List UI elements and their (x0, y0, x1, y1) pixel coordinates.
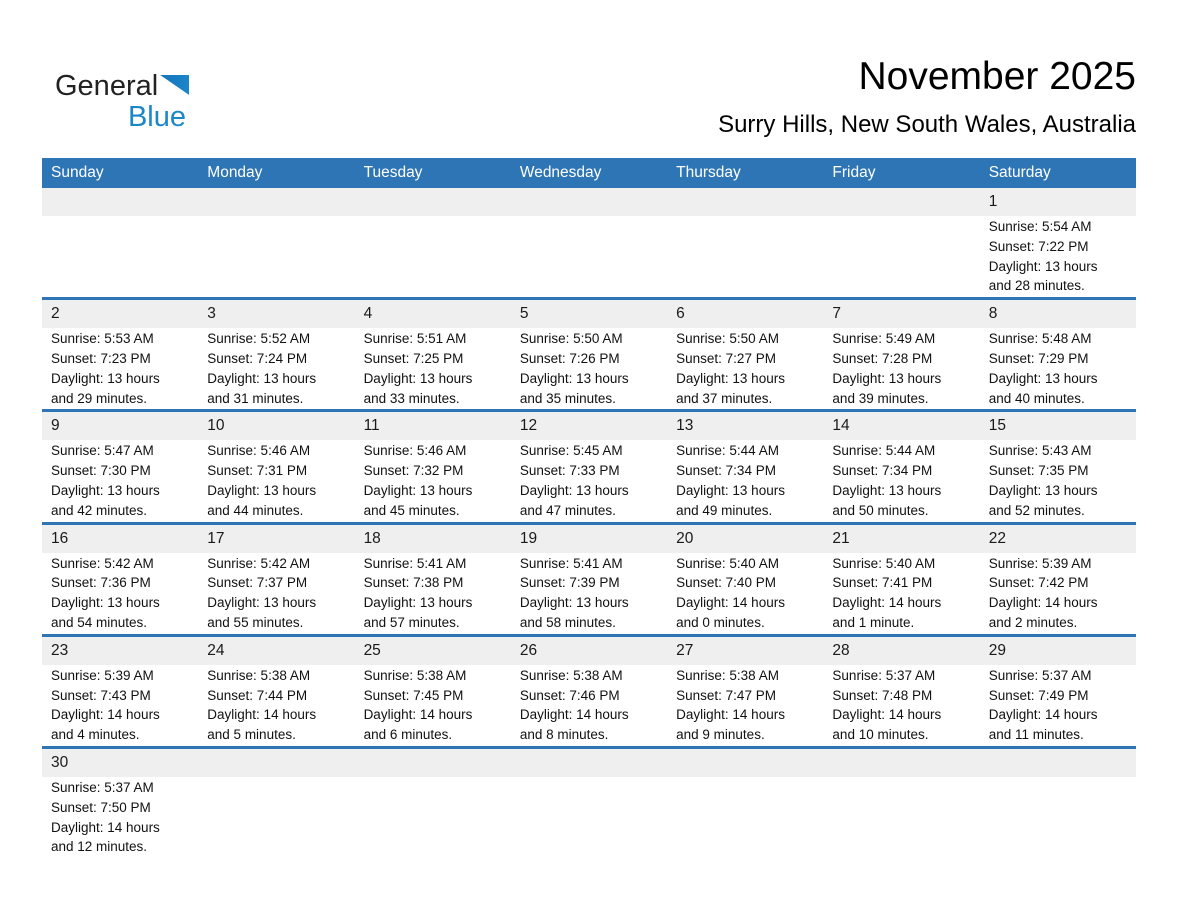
sunrise-text: Sunrise: 5:40 AM (832, 555, 936, 571)
sunset-text: Sunset: 7:28 PM (832, 350, 933, 366)
daylight-text-line1: Daylight: 13 hours (519, 370, 629, 386)
empty-cell (355, 216, 511, 296)
daylight-text-line1: Daylight: 14 hours (207, 707, 317, 723)
sunrise-text: Sunrise: 5:38 AM (519, 667, 623, 683)
daylight-text-line2: and 40 minutes. (988, 390, 1085, 406)
daylight-text-line1: Daylight: 13 hours (988, 482, 1098, 498)
date-strip (42, 525, 1136, 553)
empty-cell (198, 777, 354, 857)
sunrise-text: Sunrise: 5:38 AM (676, 667, 779, 683)
day-cell-7 (823, 328, 979, 408)
date-number-1: 1 (988, 193, 998, 210)
daylight-text-line1: Daylight: 13 hours (676, 370, 785, 386)
sunset-text: Sunset: 7:24 PM (207, 350, 308, 366)
day-cell-25 (355, 665, 511, 745)
day-cell-29 (980, 665, 1136, 745)
date-number-5: 5 (519, 305, 529, 323)
day-cell-11 (355, 440, 511, 520)
day-cell-17 (198, 553, 354, 633)
date-number-10: 10 (207, 417, 225, 435)
sunset-text: Sunset: 7:23 PM (51, 350, 151, 366)
empty-cell (511, 216, 667, 296)
sunrise-text: Sunrise: 5:38 AM (207, 667, 311, 683)
date-number-28: 28 (832, 641, 850, 659)
day-cell-3 (198, 328, 354, 408)
empty-cell (511, 777, 667, 857)
daylight-text-line1: Daylight: 13 hours (363, 482, 473, 498)
sunset-text: Sunset: 7:46 PM (519, 687, 620, 703)
logo-general-label: General (55, 70, 159, 102)
sunset-text: Sunset: 7:38 PM (363, 575, 464, 591)
daylight-text-line2: and 37 minutes. (676, 390, 773, 406)
sunrise-text: Sunrise: 5:51 AM (363, 331, 467, 347)
sunrise-text: Sunrise: 5:38 AM (363, 667, 467, 683)
day-cell-24 (198, 665, 354, 745)
header-titles (718, 57, 1136, 138)
daylight-text-line2: and 11 minutes. (988, 727, 1084, 743)
sunrise-text: Sunrise: 5:53 AM (51, 331, 154, 347)
empty-cell (198, 216, 354, 296)
daylight-text-line1: Daylight: 14 hours (363, 707, 473, 723)
day-cell-13 (667, 440, 823, 520)
date-strip (42, 749, 1136, 777)
week-body (42, 216, 1136, 297)
empty-cell (667, 216, 823, 296)
sunrise-text: Sunrise: 5:37 AM (832, 667, 936, 683)
sunrise-text: Sunrise: 5:37 AM (51, 779, 154, 795)
sunrise-text: Sunrise: 5:42 AM (51, 555, 154, 571)
sunset-text: Sunset: 7:50 PM (51, 799, 151, 815)
day-cell-10 (198, 440, 354, 520)
day-cell-8 (980, 328, 1136, 408)
logo-general-text (55, 72, 186, 101)
day-cell-21 (823, 553, 979, 633)
sunrise-text: Sunrise: 5:37 AM (988, 667, 1092, 683)
daylight-text-line2: and 58 minutes. (519, 614, 616, 630)
weekday-header-row (42, 158, 1136, 188)
sunrise-text: Sunrise: 5:52 AM (207, 331, 311, 347)
sunset-text: Sunset: 7:33 PM (519, 463, 620, 479)
daylight-text-line1: Daylight: 13 hours (51, 482, 160, 498)
daylight-text-line1: Daylight: 13 hours (832, 482, 942, 498)
sunrise-text: Sunrise: 5:39 AM (988, 555, 1092, 571)
daylight-text-line1: Daylight: 13 hours (207, 370, 317, 386)
daylight-text-line2: and 5 minutes. (207, 727, 296, 743)
daylight-text-line2: and 8 minutes. (519, 727, 609, 743)
day-cell-2 (42, 328, 198, 408)
daylight-text-line1: Daylight: 14 hours (988, 707, 1098, 723)
day-cell-26 (511, 665, 667, 745)
sunset-text: Sunset: 7:26 PM (519, 350, 620, 366)
day-cell-28 (823, 665, 979, 745)
day-cell-19 (511, 553, 667, 633)
sunrise-text: Sunrise: 5:42 AM (207, 555, 311, 571)
week-row-4 (42, 525, 1136, 637)
sunset-text: Sunset: 7:48 PM (832, 687, 933, 703)
weekday-header-thursday: Thursday (676, 164, 741, 181)
date-number-19: 19 (519, 529, 538, 547)
calendar-weeks (42, 188, 1136, 858)
sunset-text: Sunset: 7:47 PM (676, 687, 776, 703)
week-row-2 (42, 300, 1136, 412)
daylight-text-line2: and 29 minutes. (51, 390, 148, 406)
day-cell-16 (42, 553, 198, 633)
daylight-text-line1: Daylight: 14 hours (832, 595, 942, 611)
empty-cell (980, 777, 1136, 857)
sunset-text: Sunset: 7:39 PM (519, 575, 620, 591)
sunrise-text: Sunrise: 5:47 AM (51, 443, 154, 459)
date-number-6: 6 (676, 305, 685, 323)
logo (55, 72, 186, 132)
daylight-text-line2: and 35 minutes. (519, 390, 616, 406)
daylight-text-line2: and 9 minutes. (676, 727, 765, 743)
date-strip (42, 412, 1136, 440)
week-row-6 (42, 749, 1136, 858)
weekday-header-wednesday: Wednesday (519, 164, 602, 181)
sunrise-text: Sunrise: 5:44 AM (676, 443, 779, 459)
date-number-23: 23 (51, 641, 69, 659)
sunrise-text: Sunrise: 5:49 AM (832, 331, 936, 347)
daylight-text-line1: Daylight: 13 hours (207, 482, 317, 498)
week-body (42, 553, 1136, 634)
daylight-text-line1: Daylight: 13 hours (51, 595, 160, 611)
date-number-12: 12 (519, 417, 538, 435)
daylight-text-line1: Daylight: 14 hours (676, 707, 785, 723)
week-row-3 (42, 412, 1136, 524)
daylight-text-line2: and 4 minutes. (51, 727, 140, 743)
sunrise-text: Sunrise: 5:50 AM (519, 331, 623, 347)
day-cell-4 (355, 328, 511, 408)
sunset-text: Sunset: 7:45 PM (363, 687, 464, 703)
sunrise-text: Sunrise: 5:48 AM (988, 331, 1092, 347)
date-number-3: 3 (207, 305, 216, 323)
daylight-text-line2: and 47 minutes. (519, 502, 616, 518)
sunset-text: Sunset: 7:43 PM (51, 687, 151, 703)
date-number-29: 29 (988, 641, 1006, 659)
daylight-text-line1: Daylight: 13 hours (363, 370, 473, 386)
day-cell-27 (667, 665, 823, 745)
sunrise-text: Sunrise: 5:46 AM (207, 443, 311, 459)
date-number-18: 18 (363, 529, 381, 547)
daylight-text-line2: and 1 minute. (832, 614, 915, 630)
sunset-text: Sunset: 7:30 PM (51, 463, 151, 479)
sunset-text: Sunset: 7:41 PM (832, 575, 933, 591)
date-number-13: 13 (676, 417, 694, 435)
sunset-text: Sunset: 7:36 PM (51, 575, 151, 591)
sunrise-text: Sunrise: 5:46 AM (363, 443, 467, 459)
weekday-header-tuesday: Tuesday (363, 164, 423, 181)
daylight-text-line2: and 49 minutes. (676, 502, 773, 518)
sunrise-text: Sunrise: 5:50 AM (676, 331, 779, 347)
daylight-text-line1: Daylight: 13 hours (988, 258, 1098, 274)
sunrise-text: Sunrise: 5:43 AM (988, 443, 1092, 459)
daylight-text-line1: Daylight: 13 hours (51, 370, 160, 386)
sunset-text: Sunset: 7:29 PM (988, 350, 1089, 366)
sunset-text: Sunset: 7:27 PM (676, 350, 776, 366)
week-row-1 (42, 188, 1136, 300)
empty-cell (667, 777, 823, 857)
sunset-text: Sunset: 7:31 PM (207, 463, 308, 479)
daylight-text-line2: and 0 minutes. (676, 614, 765, 630)
sunset-text: Sunset: 7:25 PM (363, 350, 464, 366)
day-cell-23 (42, 665, 198, 745)
date-number-2: 2 (51, 305, 60, 323)
daylight-text-line1: Daylight: 13 hours (519, 595, 629, 611)
day-cell-22 (980, 553, 1136, 633)
date-number-15: 15 (988, 417, 1006, 435)
sunrise-text: Sunrise: 5:45 AM (519, 443, 623, 459)
sunrise-text: Sunrise: 5:54 AM (988, 219, 1092, 234)
date-strip (42, 637, 1136, 665)
daylight-text-line2: and 39 minutes. (832, 390, 929, 406)
calendar (42, 158, 1136, 858)
daylight-text-line1: Daylight: 13 hours (207, 595, 317, 611)
daylight-text-line1: Daylight: 14 hours (676, 595, 785, 611)
sunset-text: Sunset: 7:37 PM (207, 575, 308, 591)
week-body (42, 440, 1136, 521)
daylight-text-line1: Daylight: 13 hours (363, 595, 473, 611)
daylight-text-line2: and 45 minutes. (363, 502, 460, 518)
day-cell-9 (42, 440, 198, 520)
sunset-text: Sunset: 7:42 PM (988, 575, 1089, 591)
daylight-text-line2: and 10 minutes. (832, 727, 929, 743)
daylight-text-line2: and 54 minutes. (51, 614, 148, 630)
date-number-27: 27 (676, 641, 694, 659)
weekday-header-sunday: Sunday (51, 164, 104, 181)
daylight-text-line2: and 2 minutes. (988, 614, 1078, 630)
day-cell-20 (667, 553, 823, 633)
weekday-header-saturday: Saturday (988, 164, 1051, 181)
week-body (42, 777, 1136, 858)
day-cell-30 (42, 777, 198, 857)
sunset-text: Sunset: 7:35 PM (988, 463, 1089, 479)
date-number-9: 9 (51, 417, 60, 435)
daylight-text-line1: Daylight: 13 hours (676, 482, 785, 498)
page-subtitle: Surry Hills, New South Wales, Australia (718, 110, 1136, 138)
daylight-text-line1: Daylight: 14 hours (988, 595, 1098, 611)
sunset-text: Sunset: 7:34 PM (676, 463, 776, 479)
sunset-text: Sunset: 7:40 PM (676, 575, 776, 591)
day-cell-15 (980, 440, 1136, 520)
daylight-text-line2: and 28 minutes. (988, 278, 1085, 294)
date-strip (42, 188, 1136, 216)
date-number-24: 24 (207, 641, 225, 659)
daylight-text-line2: and 6 minutes. (363, 727, 453, 743)
empty-cell (42, 216, 198, 296)
date-number-20: 20 (676, 529, 694, 547)
day-cell-6 (667, 328, 823, 408)
date-number-17: 17 (207, 529, 225, 547)
sunrise-text: Sunrise: 5:41 AM (363, 555, 467, 571)
daylight-text-line1: Daylight: 13 hours (832, 370, 942, 386)
day-cell-5 (511, 328, 667, 408)
empty-cell (823, 777, 979, 857)
date-number-11: 11 (363, 417, 380, 435)
daylight-text-line2: and 33 minutes. (363, 390, 460, 406)
logo-triangle-icon (160, 75, 189, 95)
date-number-26: 26 (519, 641, 538, 659)
date-number-7: 7 (832, 305, 842, 323)
sunrise-text: Sunrise: 5:41 AM (519, 555, 623, 571)
week-row-5 (42, 637, 1136, 749)
daylight-text-line1: Daylight: 13 hours (988, 370, 1098, 386)
date-number-22: 22 (988, 529, 1006, 547)
date-number-8: 8 (988, 305, 998, 323)
date-number-21: 21 (832, 529, 850, 547)
day-cell-12 (511, 440, 667, 520)
daylight-text-line2: and 31 minutes. (207, 390, 304, 406)
daylight-text-line2: and 52 minutes. (988, 502, 1085, 518)
empty-cell (823, 216, 979, 296)
logo-blue-text: Blue (127, 101, 186, 133)
daylight-text-line2: and 55 minutes. (207, 614, 304, 630)
sunrise-text: Sunrise: 5:44 AM (832, 443, 936, 459)
sunrise-text: Sunrise: 5:40 AM (676, 555, 779, 571)
date-number-4: 4 (363, 305, 373, 323)
weekday-header-monday: Monday (207, 164, 263, 181)
date-strip (42, 300, 1136, 328)
date-number-14: 14 (832, 417, 850, 435)
page-title: November 2025 (858, 55, 1136, 98)
sunrise-text: Sunrise: 5:39 AM (51, 667, 154, 683)
date-number-16: 16 (51, 529, 69, 547)
sunset-text: Sunset: 7:34 PM (832, 463, 933, 479)
daylight-text-line2: and 42 minutes. (51, 502, 148, 518)
sunset-text: Sunset: 7:22 PM (988, 238, 1089, 254)
day-cell-14 (823, 440, 979, 520)
sunset-text: Sunset: 7:49 PM (988, 687, 1089, 703)
daylight-text-line1: Daylight: 14 hours (832, 707, 942, 723)
daylight-text-line2: and 44 minutes. (207, 502, 304, 518)
daylight-text-line1: Daylight: 14 hours (51, 707, 160, 723)
daylight-text-line1: Daylight: 13 hours (519, 482, 629, 498)
daylight-text-line1: Daylight: 14 hours (519, 707, 629, 723)
weekday-header-friday: Friday (832, 164, 876, 181)
daylight-text-line1: Daylight: 14 hours (51, 819, 160, 835)
sunset-text: Sunset: 7:32 PM (363, 463, 464, 479)
empty-cell (355, 777, 511, 857)
week-body (42, 665, 1136, 746)
daylight-text-line2: and 50 minutes. (832, 502, 929, 518)
sunset-text: Sunset: 7:44 PM (207, 687, 308, 703)
day-cell-18 (355, 553, 511, 633)
week-body (42, 328, 1136, 409)
daylight-text-line2: and 12 minutes. (51, 839, 148, 855)
date-number-25: 25 (363, 641, 381, 659)
daylight-text-line2: and 57 minutes. (363, 614, 460, 630)
date-number-30: 30 (51, 753, 69, 771)
day-cell-1 (980, 216, 1136, 296)
